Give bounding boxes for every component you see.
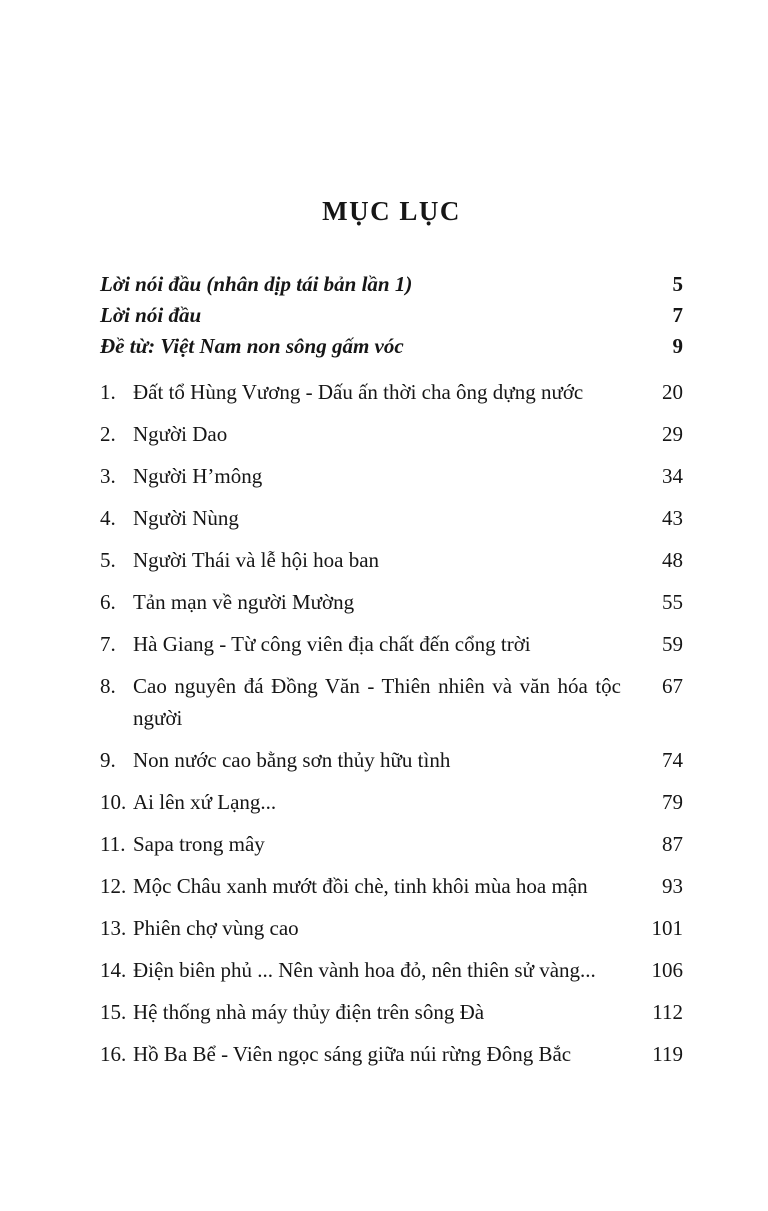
entry-title: Đất tổ Hùng Vương - Dấu ấn thời cha ông dựng nước <box>133 380 584 404</box>
entry-number: 15. <box>100 1000 127 1024</box>
front-matter-page-number: 7 <box>672 303 683 327</box>
toc-entry-row <box>100 418 683 450</box>
entry-number: 10. <box>100 790 127 814</box>
entry-number: 16. <box>100 1042 127 1066</box>
entry-title: Tản mạn về người Mường <box>133 590 355 614</box>
entry-page-number: 29 <box>662 422 683 446</box>
front-matter-section <box>100 269 683 362</box>
front-matter-row <box>100 269 683 300</box>
entry-page-number: 20 <box>662 380 683 404</box>
entry-title: Người Thái và lễ hội hoa ban <box>133 548 380 572</box>
front-matter-title: Đề từ: Việt Nam non sông gấm vóc <box>100 334 404 358</box>
toc-entry-row <box>100 502 683 534</box>
toc-entry-row <box>100 870 683 902</box>
entry-title: Điện biên phủ ... Nên vành hoa đỏ, nên thiên sử vàng... <box>133 958 596 982</box>
entry-number: 12. <box>100 874 127 898</box>
entry-page-number: 43 <box>662 506 683 530</box>
toc-entries <box>100 376 683 1070</box>
entry-page-number: 74 <box>662 748 683 772</box>
entry-title: Người Dao <box>133 422 228 446</box>
entry-title: Ai lên xứ Lạng... <box>133 790 277 814</box>
toc-entry-row <box>100 954 683 986</box>
entry-title: Mộc Châu xanh mướt đồi chè, tinh khôi mùa hoa mận <box>133 874 588 898</box>
entry-page-number: 112 <box>652 1000 683 1024</box>
toc-entry-row <box>100 744 683 776</box>
entry-number: 13. <box>100 916 127 940</box>
entry-page-number: 48 <box>662 548 683 572</box>
entry-page-number: 67 <box>662 674 683 698</box>
toc-entry-row <box>100 628 683 660</box>
toc-entry-row <box>100 828 683 860</box>
toc-entry-row <box>100 912 683 944</box>
front-matter-page-number: 9 <box>672 334 683 358</box>
entry-title: Hồ Ba Bể - Viên ngọc sáng giữa núi rừng Đông Bắc <box>133 1042 572 1066</box>
toc-entry-row <box>100 670 683 734</box>
toc-entry-row <box>100 376 683 408</box>
toc-entry-row <box>100 544 683 576</box>
front-matter-title: Lời nói đầu <box>100 303 202 327</box>
entry-page-number: 87 <box>662 832 683 856</box>
toc-entry-row <box>100 460 683 492</box>
entry-number: 8. <box>100 674 116 698</box>
entry-number: 6. <box>100 590 116 614</box>
toc-entry-row <box>100 586 683 618</box>
entry-title: Sapa trong mây <box>133 832 265 856</box>
entry-page-number: 119 <box>652 1042 683 1066</box>
front-matter-row <box>100 300 683 331</box>
entry-number: 3. <box>100 464 116 488</box>
front-matter-title: Lời nói đầu (nhân dịp tái bản lần 1) <box>100 272 413 296</box>
page-title: MỤC LỤC <box>322 196 461 226</box>
toc-entry-row <box>100 786 683 818</box>
entry-number: 9. <box>100 748 116 772</box>
entry-title: Phiên chợ vùng cao <box>133 916 299 940</box>
front-matter-page-number: 5 <box>672 272 683 296</box>
entry-title: Non nước cao bằng sơn thủy hữu tình <box>133 748 451 772</box>
entry-number: 5. <box>100 548 116 572</box>
entry-number: 2. <box>100 422 116 446</box>
entry-page-number: 55 <box>662 590 683 614</box>
entry-number: 11. <box>100 832 126 856</box>
entry-title: Cao nguyên đá Đồng Văn - Thiên nhiên và văn hóa tộc người <box>133 674 621 730</box>
entry-title: Hệ thống nhà máy thủy điện trên sông Đà <box>133 1000 485 1024</box>
entry-title: Người H’mông <box>133 464 263 488</box>
entry-page-number: 106 <box>651 958 683 982</box>
toc-entry-row <box>100 1038 683 1070</box>
entry-number: 14. <box>100 958 127 982</box>
toc-entry-row <box>100 996 683 1028</box>
entry-title: Người Nùng <box>133 506 239 530</box>
entry-number: 4. <box>100 506 116 530</box>
entry-title: Hà Giang - Từ công viên địa chất đến cổng trời <box>133 632 531 656</box>
front-matter-row <box>100 331 683 362</box>
entry-page-number: 59 <box>662 632 683 656</box>
entry-page-number: 34 <box>662 464 683 488</box>
entry-page-number: 93 <box>662 874 683 898</box>
entry-page-number: 101 <box>651 916 683 940</box>
entry-page-number: 79 <box>662 790 683 814</box>
entry-number: 7. <box>100 632 116 656</box>
entry-number: 1. <box>100 380 116 404</box>
